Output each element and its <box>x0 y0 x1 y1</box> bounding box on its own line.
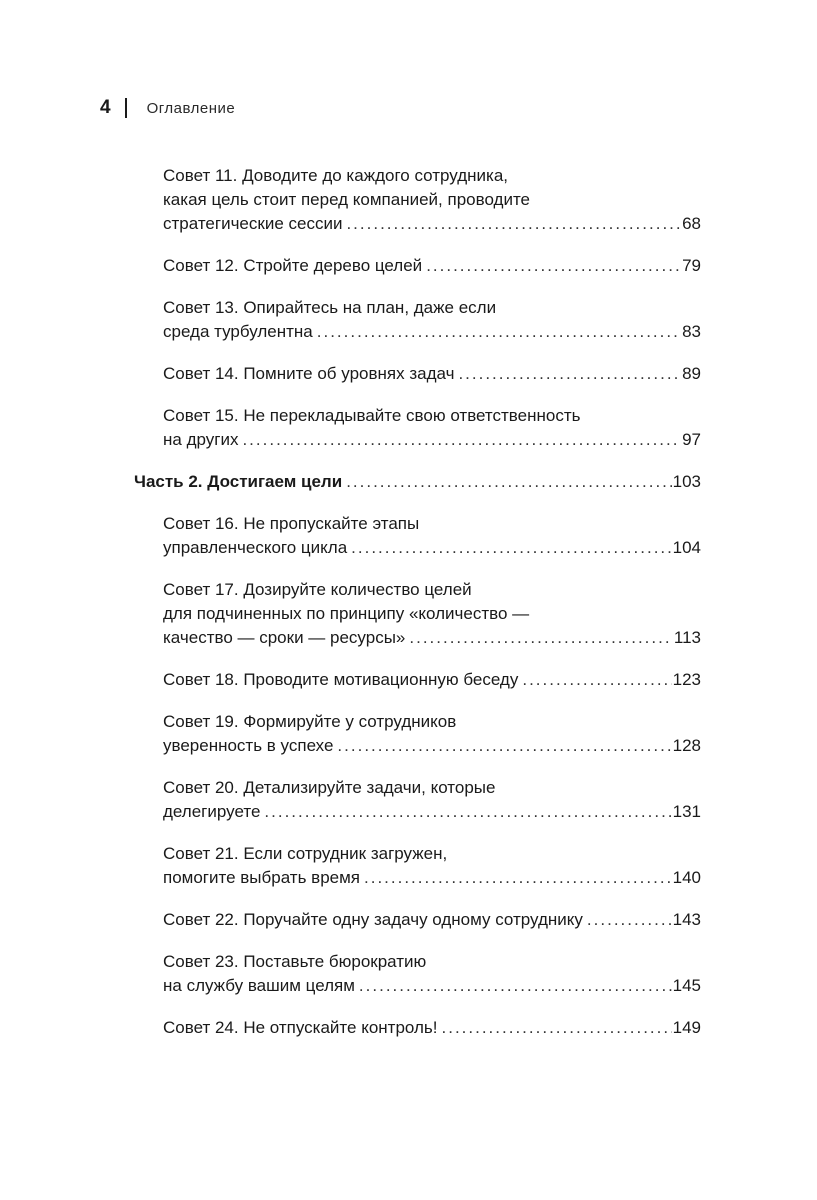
toc-page-number: 145 <box>672 976 701 995</box>
toc-entry-text: управленческого цикла <box>163 538 348 557</box>
toc-entry-text: Совет 11. Доводите до каждого сотрудника, <box>163 166 508 185</box>
toc-page-number: 149 <box>672 1018 701 1037</box>
toc-entry-last-line <box>163 668 701 692</box>
toc-part-heading <box>134 470 701 494</box>
dot-leader <box>587 908 672 932</box>
dot-leader <box>264 800 671 824</box>
toc-entry-last-line <box>134 470 701 494</box>
toc-page-number: 140 <box>672 868 701 887</box>
toc-entry-last-line <box>163 362 701 386</box>
dot-leader <box>409 626 673 650</box>
toc-page-number: 97 <box>682 430 701 449</box>
toc-entry-text: на службу вашим целям <box>163 976 355 995</box>
toc-entry <box>163 668 701 692</box>
toc-entry-text: Совет 23. Поставьте бюрократию <box>163 952 427 971</box>
toc-entry-text: качество — сроки — ресурсы» <box>163 628 406 647</box>
dot-leader <box>351 536 671 560</box>
toc-entry-text: делегируете <box>163 802 261 821</box>
toc-entry-last-line <box>163 254 701 278</box>
toc-entry-text: Совет 18. Проводите мотивационную беседу <box>163 670 519 689</box>
dot-leader <box>442 1016 672 1040</box>
toc-page-number: 89 <box>682 364 701 383</box>
toc-page-number: 83 <box>682 322 701 341</box>
toc-entry <box>163 908 701 932</box>
toc-page-number: 68 <box>682 214 701 233</box>
table-of-contents <box>0 164 817 1040</box>
toc-page-number: 143 <box>672 910 701 929</box>
toc-entry <box>163 296 701 344</box>
toc-entry-last-line <box>163 908 701 932</box>
toc-entry <box>163 710 701 758</box>
toc-page-number: 131 <box>672 802 701 821</box>
toc-entry-text: какая цель стоит перед компанией, проводите <box>163 190 531 209</box>
toc-entry <box>163 578 701 650</box>
toc-entry <box>163 1016 701 1040</box>
toc-entry <box>163 950 701 998</box>
toc-entry-last-line <box>163 1016 701 1040</box>
toc-entry-last-line <box>163 800 701 824</box>
toc-entry-text: Совет 15. Не перекладывайте свою ответственность <box>163 406 581 425</box>
toc-entry-last-line <box>163 212 701 236</box>
toc-entry <box>163 254 701 278</box>
toc-page-number: 79 <box>682 256 701 275</box>
toc-entry-text: Часть 2. Достигаем цели <box>134 472 343 491</box>
header-divider <box>125 98 127 118</box>
toc-entry-text: Совет 17. Дозируйте количество целей <box>163 580 472 599</box>
running-title: Оглавление <box>146 99 236 117</box>
toc-entry-text: среда турбулентна <box>163 322 313 341</box>
toc-entry-last-line <box>163 734 701 758</box>
toc-page-number: 104 <box>672 538 701 557</box>
dot-leader <box>337 734 671 758</box>
toc-entry-text: Совет 12. Стройте дерево целей <box>163 256 423 275</box>
running-header <box>100 96 235 120</box>
toc-entry-text: Совет 16. Не пропускайте этапы <box>163 514 420 533</box>
toc-page-number: 128 <box>672 736 701 755</box>
toc-page-number: 113 <box>673 628 701 647</box>
toc-entry-text: Совет 14. Помните об уровнях задач <box>163 364 455 383</box>
toc-entry <box>163 164 701 236</box>
toc-entry-last-line <box>163 320 701 344</box>
dot-leader <box>364 866 672 890</box>
dot-leader <box>242 428 681 452</box>
dot-leader <box>346 470 671 494</box>
dot-leader <box>359 974 672 998</box>
toc-entry-text: на других <box>163 430 239 449</box>
toc-entry <box>163 404 701 452</box>
toc-entry-text: уверенность в успехе <box>163 736 334 755</box>
toc-entry-text: Совет 20. Детализируйте задачи, которые <box>163 778 496 797</box>
toc-entry-last-line <box>163 536 701 560</box>
toc-entry-text: для подчиненных по принципу «количество — <box>163 604 530 623</box>
toc-entry-text: стратегические сессии <box>163 214 343 233</box>
dot-leader <box>458 362 681 386</box>
toc-page-number: 103 <box>672 472 701 491</box>
toc-entry-text: Совет 19. Формируйте у сотрудников <box>163 712 457 731</box>
dot-leader <box>317 320 681 344</box>
toc-entry-last-line <box>163 626 701 650</box>
toc-entry-text: Совет 21. Если сотрудник загружен, <box>163 844 448 863</box>
toc-entry-text: помогите выбрать время <box>163 868 360 887</box>
dot-leader <box>522 668 671 692</box>
toc-entry <box>163 842 701 890</box>
toc-entry <box>163 776 701 824</box>
toc-entry-last-line <box>163 866 701 890</box>
page-number: 4 <box>100 97 111 118</box>
toc-entry <box>163 512 701 560</box>
toc-entry-last-line <box>163 428 701 452</box>
toc-entry-text: Совет 22. Поручайте одну задачу одному сотруднику <box>163 910 583 929</box>
toc-entry-text: Совет 13. Опирайтесь на план, даже если <box>163 298 497 317</box>
dot-leader <box>346 212 681 236</box>
toc-entry-text: Совет 24. Не отпускайте контроль! <box>163 1018 438 1037</box>
toc-entry-last-line <box>163 974 701 998</box>
toc-page-number: 123 <box>672 670 701 689</box>
dot-leader <box>426 254 681 278</box>
toc-entry <box>163 362 701 386</box>
